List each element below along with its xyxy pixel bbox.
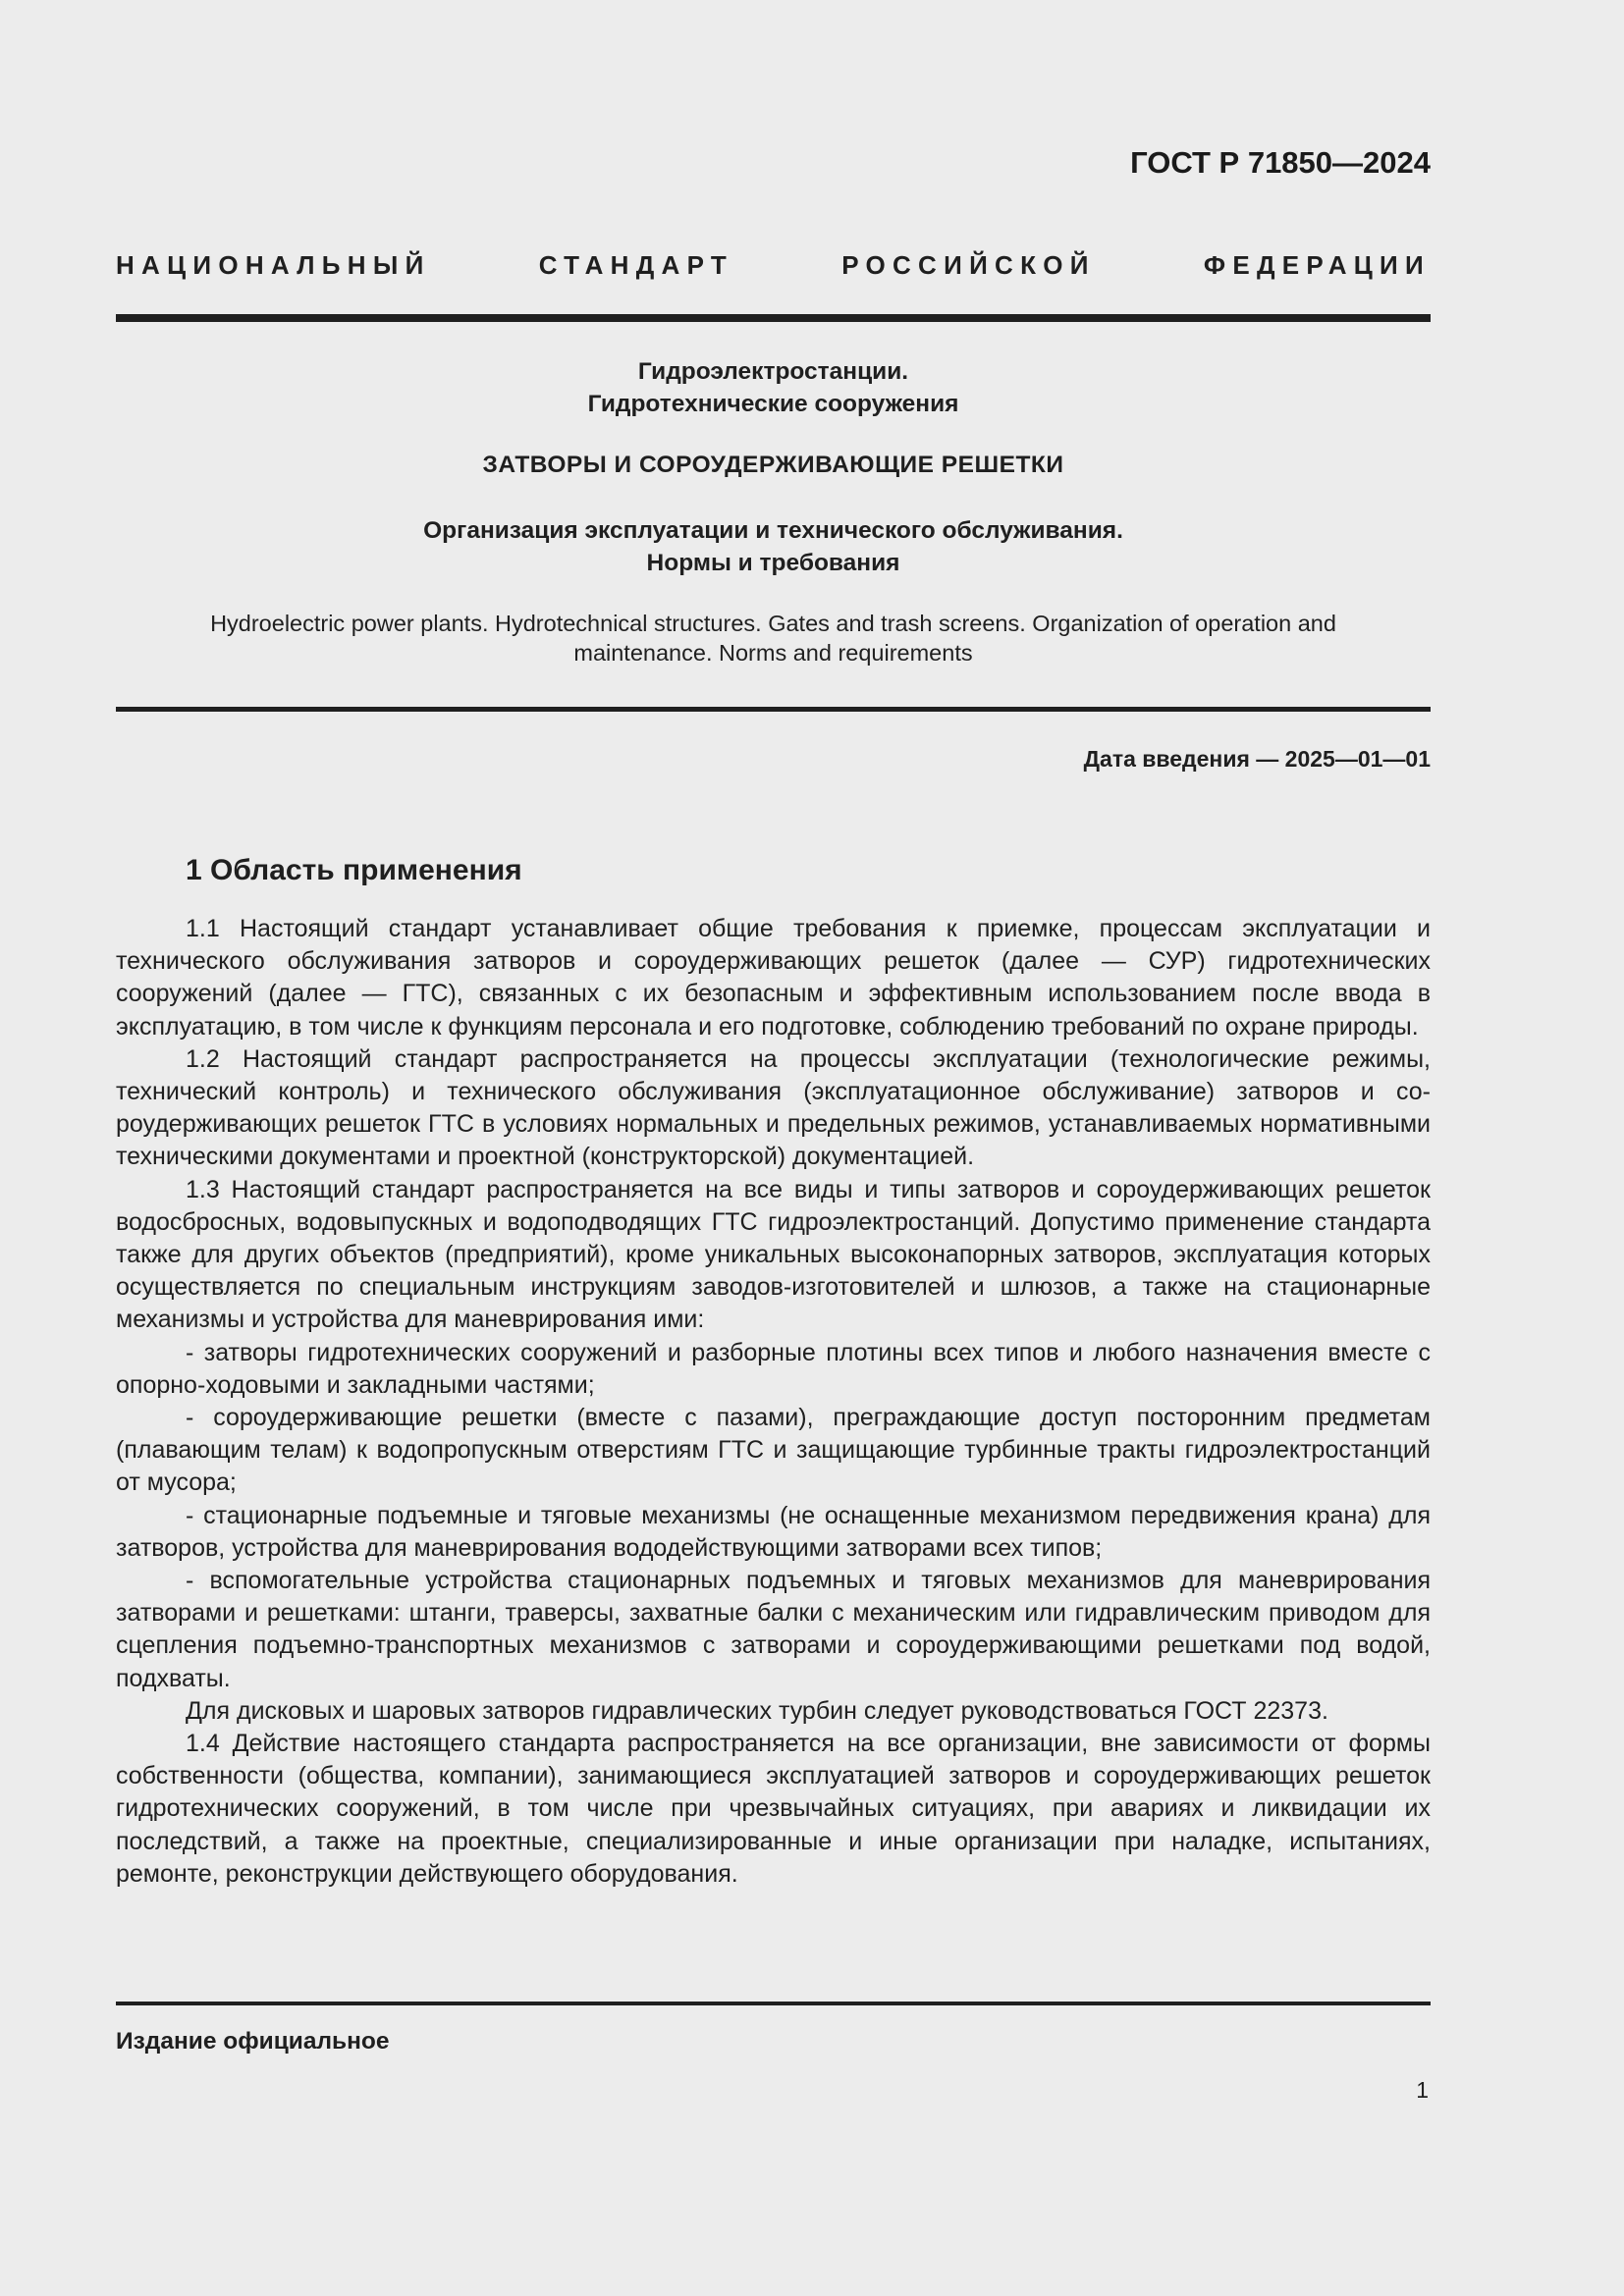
list-item-lifting-mechanisms: - стационарные подъемные и тяговые механизмы (не оснащенные механизмом передвижения крана) для затворов, устройства для маневрирования вододействующими затворами всех типов; bbox=[116, 1501, 1431, 1562]
bottom-divider bbox=[116, 2002, 1431, 2005]
page-number: 1 bbox=[1416, 2077, 1429, 2103]
subtitle-line1: Организация эксплуатации и технического обслуживания. bbox=[423, 517, 1123, 544]
subtitle-line2: Нормы и требования bbox=[646, 550, 900, 576]
paragraph-1-1: 1.1 Настоящий стандарт устанавливает общие требования к приемке, процессам эксплуатации и технического обслуживания затворов и сороудерживающих решеток (далее — СУР) гидротехнических сооружений (далее — ГТС), связанных с их безопасным и эффективным использованием после ввода в эксплуатацию, в том числе к функциям персонала и его подготовке, соблюдению требований по охране природы. bbox=[116, 915, 1431, 1041]
list-item-gates: - затворы гидротехнических сооружений и разборные плотины всех типов и любого назначения вместе с опорно-ходовыми и закладными частями; bbox=[116, 1338, 1431, 1399]
section-heading: 1 Область применения bbox=[186, 854, 522, 886]
section-body bbox=[116, 913, 1431, 1891]
paragraph-1-4: 1.4 Действие настоящего стандарта распространяется на все организации, вне зависимости от формы собственности (общества, компании), занимающиеся эксплуатацией затворов и сороудерживающих решеток гидротехнических сооружений, в том числе при чрезвычайных ситуациях, при авариях и ликвидации их последствий, а также на проектные, специализированные и иные организации при наладке, испытаниях, ремонте, реконструкции действующего оборудования. bbox=[116, 1730, 1431, 1888]
middle-divider bbox=[116, 707, 1431, 712]
introduction-date: Дата введения — 2025—01—01 bbox=[1083, 746, 1431, 772]
list-item-auxiliary-devices: - вспомогательные устройства стационарных подъемных и тяговых механизмов для маневрирования затворами и решетками: штанги, траверсы, захватные балки с механическим или гидравлическим приводом для сцепления подъемно-транспортных механизмов с затворами и сороудерживающими решетками под водой, подхваты. bbox=[116, 1567, 1431, 1692]
standard-code: ГОСТ Р 71850—2024 bbox=[1130, 145, 1431, 180]
title-main: ЗАТВОРЫ И СОРОУДЕРЖИВАЮЩИЕ РЕШЕТКИ bbox=[482, 452, 1064, 478]
top-divider bbox=[116, 314, 1431, 322]
title-subtitle bbox=[116, 514, 1431, 579]
title-group-line2: Гидротехнические сооружения bbox=[587, 391, 959, 417]
list-item-trash-screens: - сороудерживающие решетки (вместе с пазами), преграждающие доступ посторонним предметам (плавающим телам) к водопропускным отверстиям ГТС и защищающие турбинные тракты гидроэлектростанций от мусора; bbox=[116, 1404, 1431, 1497]
national-standard-title: НАЦИОНАЛЬНЫЙ СТАНДАРТ РОССИЙСКОЙ ФЕДЕРАЦИИ bbox=[116, 250, 1431, 280]
official-edition-label: Издание официальное bbox=[116, 2028, 390, 2055]
paragraph-turbine-gates: Для дисковых и шаровых затворов гидравлических турбин следует руководствоваться ГОСТ 22373. bbox=[186, 1696, 1328, 1725]
title-english: Hydroelectric power plants. Hydrotechnical structures. Gates and trash screens. Organization of operation and maintenance. Norms and requirements bbox=[210, 611, 1336, 666]
title-group-line1: Гидроэлектростанции. bbox=[637, 358, 909, 385]
title-group bbox=[116, 355, 1431, 420]
paragraph-1-2: 1.2 Настоящий стандарт распространяется на процессы эксплуатации (технологические режимы, технический контроль) и технического обслуживания (эксплуатационное обслуживание) затворов и сороудерживающих решеток ГТС в условиях нормальных и предельных режимов, устанавливаемых нормативными техническими документами и проектной (конструкторской) документацией. bbox=[116, 1044, 1431, 1171]
paragraph-1-3: 1.3 Настоящий стандарт распространяется на все виды и типы затворов и сороудерживающих решеток водосбросных, водовыпускных и водоподводящих ГТС гидроэлектростанций. Допустимо применение стандарта также для других объектов (предприятий), кроме уникальных высоконапорных затворов, эксплуатация которых осуществляется по специальным инструкциям заводов-изготовителей и шлюзов, а также на стационарные механизмы и устройства для маневрирования ими: bbox=[116, 1175, 1431, 1334]
